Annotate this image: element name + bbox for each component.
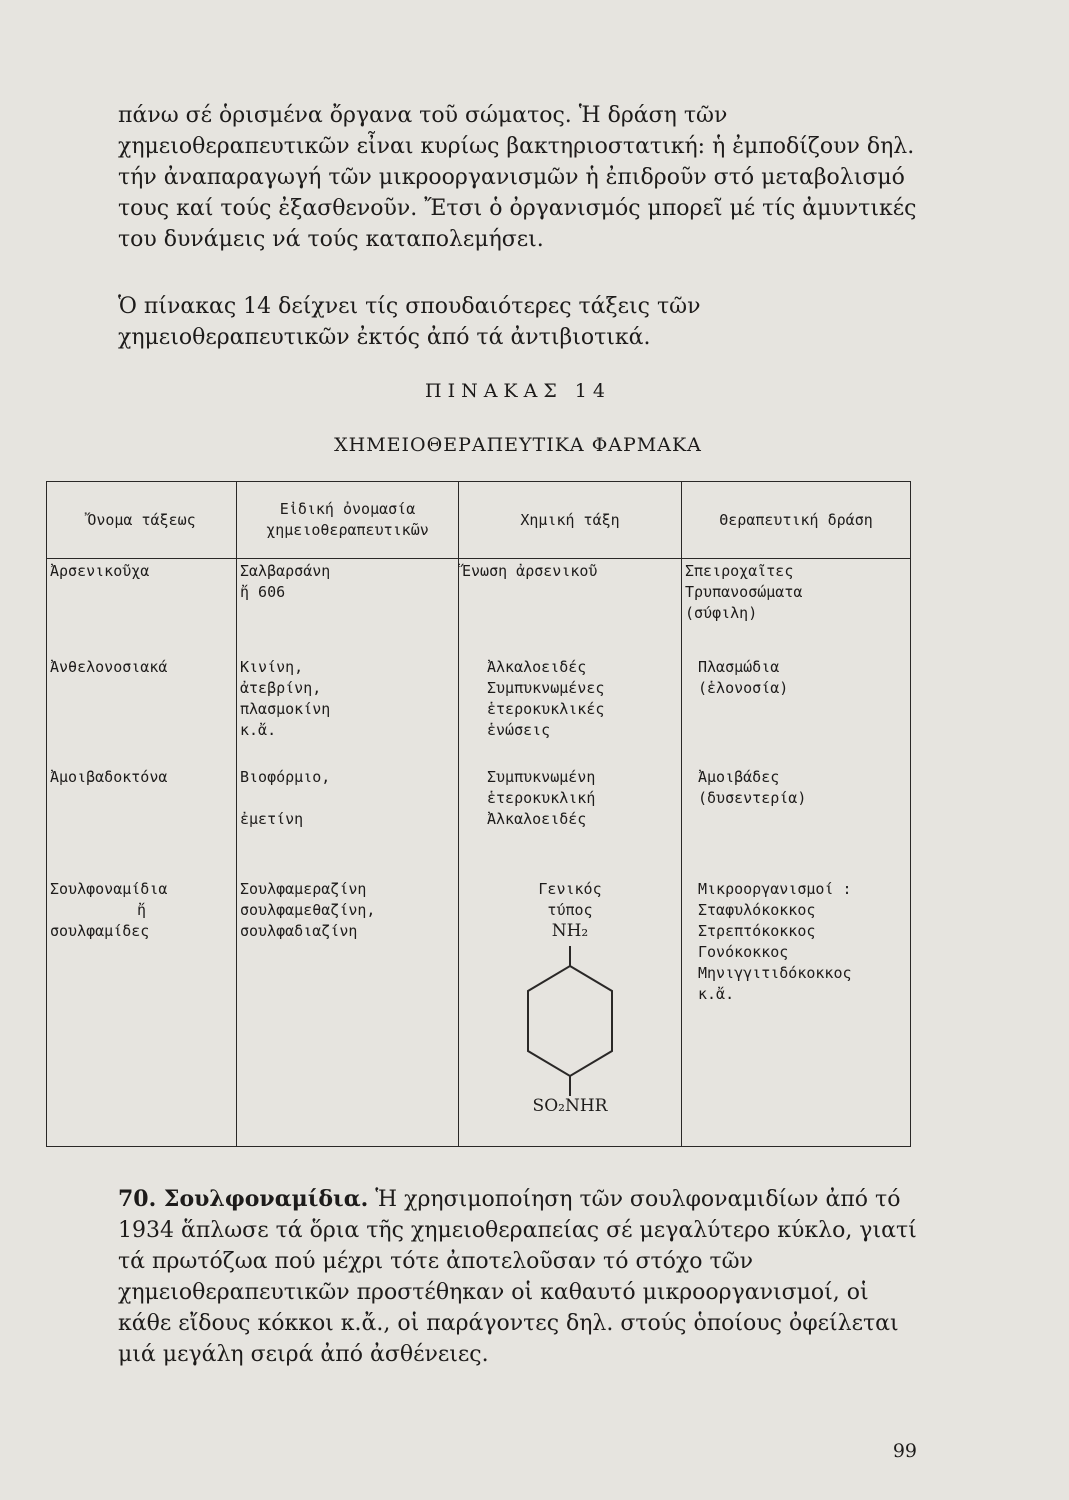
cell-line: κ.ἄ. <box>698 985 735 1003</box>
table-row <box>47 765 911 869</box>
cell-line: Τρυπανοσώματα <box>685 583 803 601</box>
cell-chem <box>459 559 682 656</box>
cell-line: πλασμοκίνη <box>240 700 331 718</box>
cell-specific <box>237 655 459 765</box>
cell-name <box>47 559 237 656</box>
cell-action <box>682 765 911 869</box>
table-header-row <box>47 482 911 559</box>
section-70 <box>118 1184 918 1370</box>
cell-line: Σουλφοναμίδια <box>50 880 168 898</box>
cell-name <box>47 869 237 1147</box>
section-heading: 70. Σουλφοναμίδια. <box>118 1186 369 1212</box>
chemo-table <box>46 481 911 1147</box>
cell-line: Σταφυλόκοκκος <box>698 901 816 919</box>
cell-specific <box>237 869 459 1147</box>
cell-name <box>47 655 237 765</box>
cell-action <box>682 559 911 656</box>
cell-line: Σπειροχαῖτες <box>685 562 794 580</box>
cell-specific <box>237 559 459 656</box>
cell-line: ἑνώσεις <box>487 721 551 739</box>
cell-line: κ.ἄ. <box>240 721 277 739</box>
cell-line: σουλφαμεθαζίνη, <box>240 901 376 919</box>
header-specific-name: Εἰδική ὀνομασία χημειοθεραπευτικῶν <box>237 482 459 559</box>
cell-line: Πλασμώδια <box>698 658 780 676</box>
cell-text: Ἀνθελονοσιακά <box>50 658 168 676</box>
cell-line: Βιοφόρμιο, <box>240 768 331 786</box>
cell-action <box>682 655 911 765</box>
table-row <box>47 869 911 1147</box>
cell-line: Στρεπτόκοκκος <box>698 922 816 940</box>
cell-line: (δυσεντερία) <box>698 789 807 807</box>
cell-line: σουλφαμίδες <box>50 922 150 940</box>
cell-chem <box>459 655 682 765</box>
paragraph-2: Ὁ πίνακας 14 δείχνει τίς σπουδαιότερες τάξεις τῶν χημειοθεραπευτικῶν ἐκτός ἀπό τά ἀντιβιοτικά. <box>118 294 701 350</box>
cell-line: Ἕνωση ἀρσενικοῦ <box>462 562 598 580</box>
header-chemical-class: Χημική τάξη <box>459 482 682 559</box>
cell-line: Κινίνη, <box>240 658 304 676</box>
cell-text: Ἀρσενικοῦχα <box>50 562 150 580</box>
benzene-ring-structure <box>520 946 620 1096</box>
cell-line: Σουλφαμεραζίνη <box>240 880 367 898</box>
cell-chem <box>459 765 682 869</box>
cell-line: Σαλβαρσάνη <box>240 562 331 580</box>
cell-line: Ἀμοιβάδες <box>698 768 780 786</box>
paragraph-1: πάνω σέ ὁρισμένα ὄργανα τοῦ σώματος. Ἡ δράση τῶν χημειοθεραπευτικῶν εἶναι κυρίως βακτηριοστατική: ἡ ἐμποδίζουν δηλ. τήν ἀναπαραγωγή τῶν μικροοργανισμῶν ἡ ἐπιδροῦν στό μεταβολισμό τους καί τούς ἐξασθενοῦν. Ἔτσι ὁ ὀργανισμός μπορεῖ μέ τίς ἀμυντικές του δυνάμεις νά τούς καταπολεμήσει. <box>118 103 917 252</box>
formula-top: NH₂ <box>551 921 589 941</box>
cell-line: σουλφαδιαζίνη <box>240 922 358 940</box>
cell-line: Μικροοργανισμοί : <box>698 880 852 898</box>
cell-line: Συμπυκνωμένη <box>487 768 596 786</box>
cell-line: Μηνιγγιτιδόκοκκος <box>698 964 852 982</box>
cell-line: Συμπυκνωμένες <box>487 679 605 697</box>
cell-specific <box>237 765 459 869</box>
table-title: ΧΗΜΕΙΟΘΕΡΑΠΕΥΤΙΚΑ ΦΑΡΜΑΚΑ <box>334 434 702 456</box>
cell-line: ἑτεροκυκλική <box>487 789 596 807</box>
cell-line: Ἀλκαλοειδές <box>487 810 587 828</box>
table-row <box>47 655 911 765</box>
cell-name <box>47 765 237 869</box>
cell-line: Ἀλκαλοειδές <box>487 658 587 676</box>
header-therapeutic-action: Θεραπευτική δράση <box>682 482 911 559</box>
header-class-name: Ὄνομα τάξεως <box>47 482 237 559</box>
table-label: ΠΙΝΑΚΑΣ 14 <box>425 380 611 402</box>
cell-line: ἤ 606 <box>240 583 286 601</box>
cell-line: ἐμετίνη <box>240 810 304 828</box>
cell-line: (ἑλονοσία) <box>698 679 789 697</box>
section-text: Ἡ χρησιμοποίηση τῶν σουλφοναμιδίων ἀπό τό 1934 ἅπλωσε τά ὅρια τῆς χημειοθεραπείας σέ μεγαλύτερο κύκλο, γιατί τά πρωτόζωα πού μέχρι τότε ἀποτελοῦσαν τό στόχο τῶν χημειοθεραπευτικῶν προστέθηκαν οἱ καθαυτό μικροοργανισμοί, οἱ κάθε εἴδους κόκκοι κ.ἄ., οἱ παράγοντες δηλ. στούς ὁποίους ὀφείλεται μιά μεγάλη σειρά ἀπό ἀσθένειες. <box>118 1187 917 1367</box>
formula-bottom: SO₂NHR <box>532 1096 608 1116</box>
page-number: 99 <box>892 1440 917 1462</box>
cell-line: ἀτεβρίνη, <box>240 679 322 697</box>
table-row <box>47 559 911 656</box>
cell-line: Γενικός <box>538 880 602 898</box>
cell-line: Γονόκοκκος <box>698 943 789 961</box>
cell-line: (σύφιλη) <box>685 604 758 622</box>
cell-line: ἑτεροκυκλικές <box>487 700 605 718</box>
cell-text: Ἀμοιβαδοκτόνα <box>50 768 168 786</box>
cell-chem <box>459 869 682 1147</box>
cell-line: τύπος <box>547 901 593 919</box>
cell-line: ἤ <box>136 901 147 919</box>
cell-action <box>682 869 911 1147</box>
